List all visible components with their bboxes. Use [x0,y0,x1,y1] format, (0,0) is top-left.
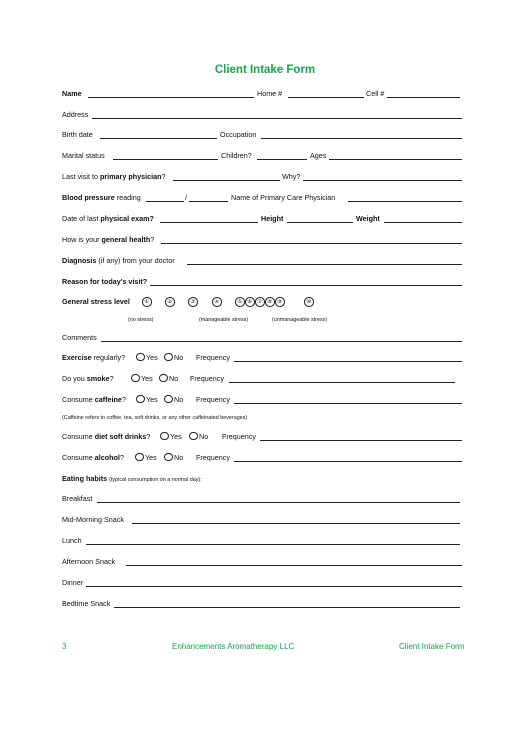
health-row [62,234,462,246]
eating-habits-note: (typical consumption on a normal day): [109,477,202,483]
ages-label: Ages [310,151,327,160]
stress-option-9[interactable]: ⑨ [275,297,285,307]
marital-status-field[interactable] [113,159,218,160]
cell-phone-field[interactable] [387,97,460,98]
afternoon-row [62,556,462,568]
name-row [62,88,462,100]
bp-slash: / [185,193,187,202]
exam-row [62,213,462,225]
birth-date-label: Birth date [62,130,93,139]
occupation-field[interactable] [261,138,462,139]
address-label: Address [62,110,89,119]
name-field[interactable] [88,97,254,98]
stress-option-4[interactable]: ④ [212,297,222,307]
bedtime-row [62,598,462,610]
address-field[interactable] [92,118,462,119]
caffeine-label: Consume caffeine? [62,395,126,404]
caffeine-yes-option[interactable]: Yes [136,394,158,406]
blood-pressure-label: Blood pressure reading [62,193,141,202]
soft-drinks-frequency-field[interactable] [260,440,462,441]
radio-icon [164,353,173,362]
caffeine-frequency-label: Frequency [196,395,230,404]
exercise-row [62,352,462,364]
mid-morning-row [62,514,462,526]
address-row [62,109,462,121]
stress-option-2[interactable]: ② [165,297,175,307]
dinner-field[interactable] [86,586,462,587]
diagnosis-row [62,255,462,267]
smoke-label: Do you smoke? [62,374,114,383]
form-title: Client Intake Form [214,64,316,76]
birth-row [62,129,462,141]
caffeine-frequency-field[interactable] [234,403,462,404]
eating-habits-title: Eating habits [62,474,108,483]
reason-row [62,276,462,288]
stress-label: General stress level [62,297,130,306]
weight-field[interactable] [384,222,462,223]
why-label: Why? [282,172,301,181]
lunch-field[interactable] [86,544,460,545]
alcohol-frequency-label: Frequency [196,453,230,462]
eating-habits-header [62,473,462,485]
weight-label: Weight [356,214,380,223]
caffeine-row [62,394,462,406]
comments-field[interactable] [101,341,462,342]
birth-date-field[interactable] [100,138,217,139]
radio-icon [159,374,168,383]
footer-company: Enhancements Aromatherapy LLC [172,642,295,651]
mid-morning-field[interactable] [132,523,460,524]
bedtime-label: Bedtime Snack [62,599,111,608]
home-label: Home # [257,89,283,98]
afternoon-field[interactable] [126,565,462,566]
comments-label: Comments [62,333,97,342]
exam-date-field[interactable] [160,222,258,223]
last-visit-field[interactable] [173,180,280,181]
stress-option-6[interactable]: ⑥ [245,297,255,307]
stress-option-3[interactable]: ③ [188,297,198,307]
radio-icon [136,395,145,404]
cell-label: Cell # [366,89,385,98]
smoke-row [62,373,462,385]
stress-option-1[interactable]: ① [142,297,152,307]
pcp-label: Name of Primary Care Physician [231,193,336,202]
lunch-row [62,535,462,547]
breakfast-field[interactable] [97,502,460,503]
ages-field[interactable] [329,159,462,160]
exam-label: Date of last physical exam? [62,214,154,223]
health-label: How is your general health? [62,235,155,244]
height-field[interactable] [287,222,353,223]
soft-drinks-label: Consume diet soft drinks? [62,432,151,441]
soft-drinks-yes-option[interactable]: Yes [160,431,182,443]
alcohol-frequency-field[interactable] [234,461,462,462]
diagnosis-field[interactable] [187,264,462,265]
breakfast-label: Breakfast [62,494,93,503]
children-label: Children? [221,151,252,160]
smoke-frequency-label: Frequency [190,374,224,383]
radio-icon [164,453,173,462]
alcohol-yes-option[interactable]: Yes [135,452,157,464]
children-field[interactable] [257,159,307,160]
stress-option-10[interactable]: ⑩ [304,297,314,307]
health-field[interactable] [161,243,462,244]
caffeine-no-option[interactable]: No [164,394,183,406]
alcohol-label: Consume alcohol? [62,453,124,462]
stress-row [62,296,462,308]
bp-diastolic-field[interactable] [189,201,228,202]
radio-icon [131,374,140,383]
reason-field[interactable] [150,285,462,286]
home-phone-field[interactable] [288,97,364,98]
stress-high-label: (unmanageable stress) [272,317,328,323]
soft-drinks-row [62,431,462,443]
diagnosis-label: Diagnosis (if any) from your doctor [62,256,175,265]
mid-morning-label: Mid-Morning Snack [62,515,124,524]
soft-drinks-frequency-label: Frequency [222,432,256,441]
smoke-frequency-field[interactable] [229,382,455,383]
exercise-label: Exercise regularly? [62,353,126,362]
radio-icon [136,353,145,362]
page-number: 3 [62,642,67,651]
pcp-field[interactable] [348,201,462,202]
alcohol-row [62,452,462,464]
marital-row [62,150,462,162]
dinner-label: Dinner [62,578,84,587]
reason-label: Reason for today's visit? [62,277,148,286]
exercise-no-option[interactable]: No [164,352,183,364]
height-label: Height [261,214,284,223]
dinner-row [62,577,462,589]
smoke-yes-option[interactable]: Yes [131,373,153,385]
radio-icon [160,432,169,441]
caffeine-note: (Caffeine refers to coffee, tea, soft drinks, or any other caffeinated beverages) [62,415,248,421]
last-visit-label: Last visit to primary physician? [62,172,166,181]
stress-option-5[interactable]: ⑤ [235,297,245,307]
blood-pressure-row [62,192,462,204]
radio-icon [135,453,144,462]
radio-icon [189,432,198,441]
stress-mid-label: (manageable stress) [199,317,249,323]
stress-low-label: (no stress) [128,317,154,323]
stress-option-8[interactable]: ⑧ [265,297,275,307]
breakfast-row [62,493,462,505]
alcohol-no-option[interactable]: No [164,452,183,464]
lunch-label: Lunch [62,536,82,545]
why-field[interactable] [303,180,462,181]
exercise-frequency-field[interactable] [234,361,462,362]
exercise-yes-option[interactable]: Yes [136,352,158,364]
last-visit-row [62,171,462,183]
smoke-no-option[interactable]: No [159,373,178,385]
soft-drinks-no-option[interactable]: No [189,431,208,443]
bedtime-field[interactable] [114,607,460,608]
stress-option-7[interactable]: ⑦ [255,297,265,307]
bp-systolic-field[interactable] [146,201,184,202]
afternoon-label: Afternoon Snack [62,557,116,566]
name-label: Name [62,89,82,98]
radio-icon [164,395,173,404]
footer-form-name: Client Intake Form [399,642,465,651]
comments-row [62,332,462,344]
marital-status-label: Marital status [62,151,105,160]
exercise-frequency-label: Frequency [196,353,230,362]
occupation-label: Occupation [220,130,257,139]
